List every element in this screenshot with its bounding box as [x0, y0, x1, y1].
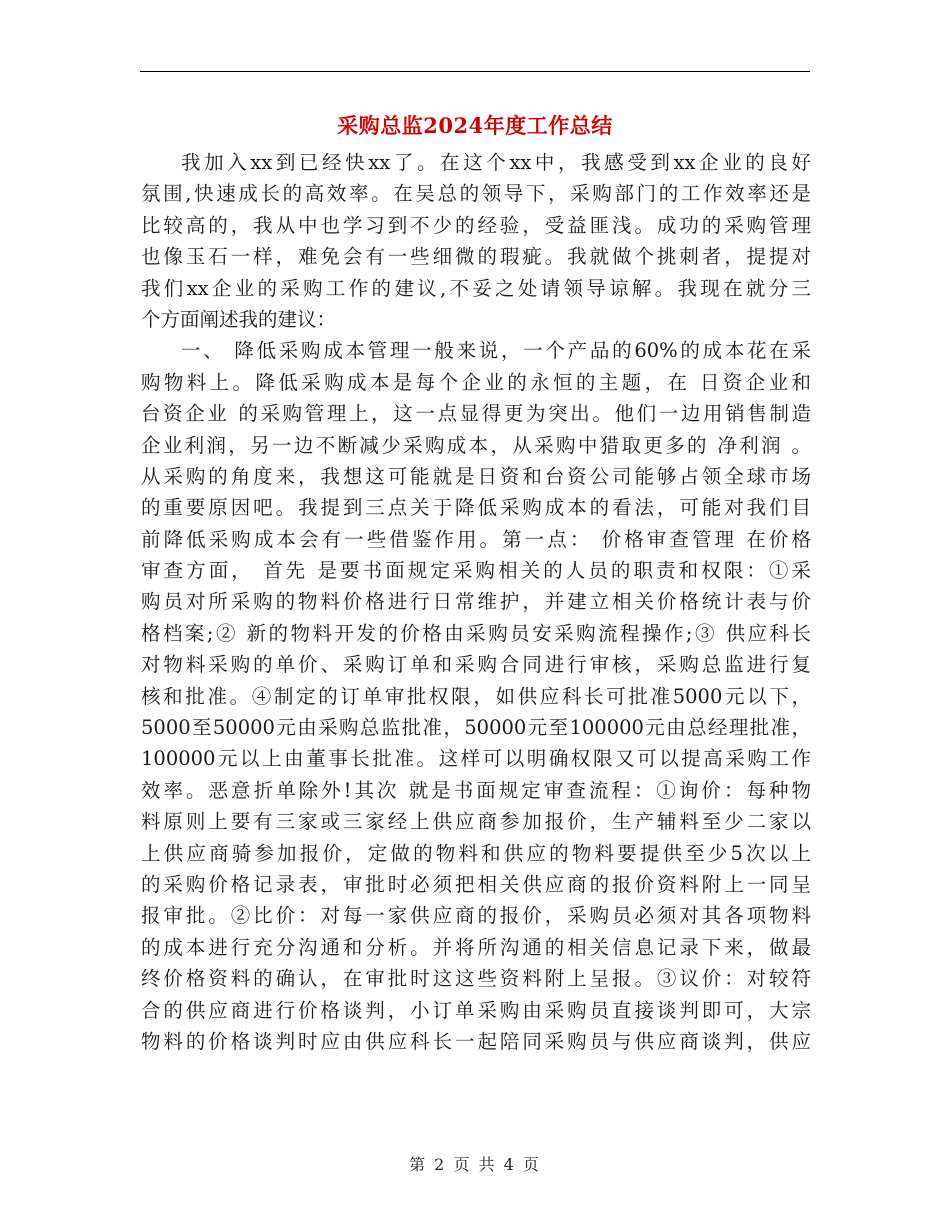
paragraph-line: 的采购价格记录表，审批时必须把相关供应商的报价资料附上一同呈 — [141, 872, 811, 896]
page-number-footer: 第 2 页 共 4 页 — [409, 1155, 541, 1174]
paragraph-line: 从采购的角度来，我想这可能就是日资和台资公司能够占领全球市场 — [141, 464, 811, 488]
paragraph-line: 审查方面， 首先 是要书面规定采购相关的人员的职责和权限：①采 — [141, 559, 811, 583]
paragraph-line: 我们xx企业的采购工作的建议,不妥之处请领导谅解。我现在就分三 — [141, 276, 811, 300]
paragraph-line: 终价格资料的确认，在审批时这这些资料附上呈报。③议价：对较符 — [141, 967, 811, 991]
paragraph-line: 的重要原因吧。我提到三点关于降低采购成本的看法，可能对我们目 — [141, 496, 811, 520]
paragraph-line: 也像玉石一样，难免会有一些细微的瑕疵。我就做个挑刺者，提提对 — [141, 245, 811, 269]
paragraph-line: 个方面阐述我的建议： — [141, 307, 337, 331]
paragraph-line: 合的供应商进行价格谈判，小订单采购由采购员直接谈判即可，大宗 — [141, 998, 811, 1022]
paragraph-line: 台资企业 的采购管理上，这一点显得更为突出。他们一边用销售制造 — [141, 402, 811, 426]
paragraph-line: 对物料采购的单价、采购订单和采购合同进行审核，采购总监进行复 — [141, 653, 811, 677]
paragraph-line: 我加入xx到已经快xx了。在这个xx中，我感受到xx企业的良好 — [181, 151, 811, 174]
document-title: 采购总监2024年度工作总结 — [337, 113, 613, 138]
paragraph-line: 料原则上要有三家或三家经上供应商参加报价，生产辅料至少二家以 — [141, 810, 811, 834]
paragraph-line: 购员对所采购的物料价格进行日常维护，并建立相关价格统计表与价 — [141, 590, 811, 614]
header-rule — [140, 71, 810, 72]
paragraph-line: 比较高的，我从中也学习到不少的经验，受益匪浅。成功的采购管理 — [141, 213, 811, 237]
paragraph-line: 企业利润，另一边不断减少采购成本，从采购中猎取更多的 净利润 。 — [141, 433, 811, 457]
paragraph-line: 效率。恶意折单除外!其次 就是书面规定审查流程：①询价：每种物 — [141, 778, 811, 802]
paragraph-line: 氛围,快速成长的高效率。在吴总的领导下，采购部门的工作效率还是 — [141, 182, 811, 206]
paragraph-line: 5000至50000元由采购总监批准，50000元至100000元由总经理批准， — [141, 716, 811, 740]
paragraph-line: 购物料上。降低采购成本是每个企业的永恒的主题，在 日资企业和 — [141, 370, 811, 394]
document-body — [141, 147, 811, 1057]
paragraph-line: 核和批准。④制定的订单审批权限，如供应科长可批准5000元以下， — [141, 684, 811, 708]
paragraph-line: 前降低采购成本会有一些借鉴作用。第一点： 价格审查管理 在价格 — [141, 527, 811, 551]
paragraph-line: 100000元以上由董事长批准。这样可以明确权限又可以提高采购工作 — [141, 747, 811, 771]
paragraph-line: 格档案;② 新的物料开发的价格由采购员安采购流程操作;③ 供应科长 — [141, 621, 811, 645]
paragraph-line: 物料的价格谈判时应由供应科长一起陪同采购员与供应商谈判，供应 — [141, 1029, 811, 1053]
paragraph-line: 的成本进行充分沟通和分析。并将所沟通的相关信息记录下来，做最 — [141, 935, 811, 959]
paragraph-line: 报审批。②比价：对每一家供应商的报价，采购员必须对其各项物料 — [141, 904, 811, 928]
paragraph-line: 上供应商骑参加报价，定做的物料和供应的物料要提供至少5次以上 — [141, 841, 811, 865]
paragraph-line: 一、 降低采购成本管理一般来说，一个产品的60%的成本花在采 — [181, 339, 811, 363]
